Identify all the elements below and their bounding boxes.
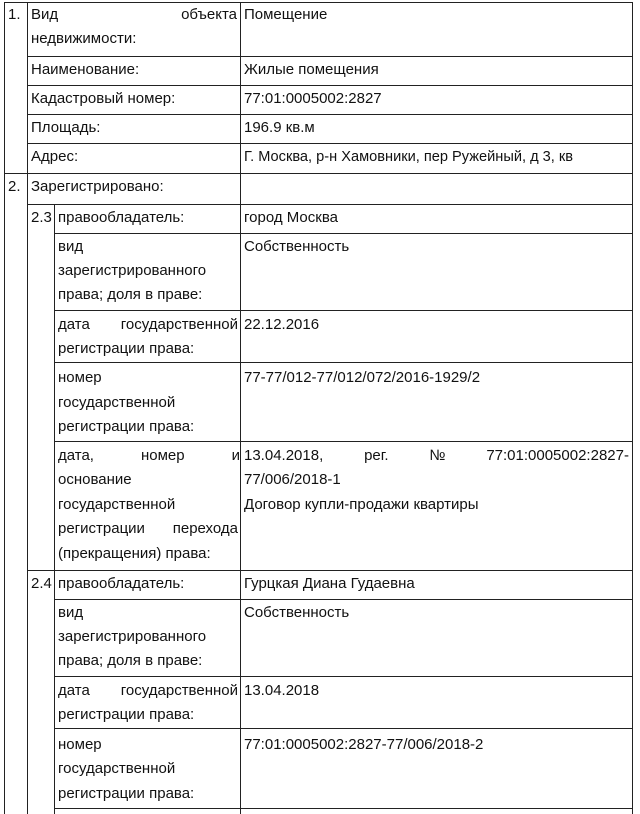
label-word: дата: [58, 316, 90, 333]
object-type-label: [31, 3, 237, 28]
registration-number-label: государственной: [58, 394, 176, 411]
holder-value: Гурцкая Диана Гудаевна: [244, 575, 415, 592]
registration-number-label: регистрации права:: [58, 418, 195, 435]
row-divider: [54, 599, 633, 600]
label-word: номер: [140, 447, 185, 464]
label-word: регистрации: [58, 520, 145, 537]
value-word: 77:01:0005002:2827-: [486, 447, 629, 464]
table-border-right: [632, 2, 633, 814]
label-word: Вид: [31, 6, 59, 23]
row-divider: [27, 204, 633, 205]
address-label: Адрес:: [31, 148, 79, 165]
right-type-label: зарегистрированного: [58, 262, 207, 279]
transfer-value-line: Договор купли-продажи квартиры: [244, 496, 479, 513]
label-word: государственной: [120, 682, 238, 699]
label-word: дата: [58, 682, 90, 699]
registration-number-label: номер: [58, 369, 102, 386]
cadastral-number-label: Кадастровый номер:: [31, 90, 176, 107]
registration-date-value: 13.04.2018: [244, 682, 320, 699]
row-divider: [27, 56, 633, 57]
transfer-label-line: государственной: [58, 496, 176, 513]
row-divider: [54, 441, 633, 442]
holder-value: город Москва: [244, 209, 338, 226]
address-value: Г. Москва, р-н Хамовники, пер Ружейный, д 3, кв: [244, 149, 574, 165]
row-divider: [27, 85, 633, 86]
label-word: государственной: [120, 316, 238, 333]
value-word: 13.04.2018,: [244, 447, 324, 464]
registration-date-label: [58, 679, 238, 704]
row-divider: [27, 570, 633, 571]
holder-number: 2.4: [31, 575, 52, 592]
row-number: 2.: [8, 178, 21, 195]
right-type-label: права; доля в праве:: [58, 652, 203, 669]
area-value: 196.9 кв.м: [244, 119, 315, 136]
value-word: №: [429, 447, 446, 464]
transfer-value-line: 77/006/2018-1: [244, 471, 341, 488]
registration-number-value: 77:01:0005002:2827-77/006/2018-2: [244, 736, 484, 753]
right-type-label: права; доля в праве:: [58, 286, 203, 303]
row-divider: [54, 362, 633, 363]
column-divider-value: [240, 2, 241, 814]
transfer-label: [58, 444, 240, 469]
row-divider: [54, 233, 633, 234]
registration-number-label: номер: [58, 736, 102, 753]
row-divider: [54, 310, 633, 311]
registration-number-value: 77-77/012-77/012/072/2016-1929/2: [244, 369, 481, 386]
registered-label: Зарегистрировано:: [31, 178, 164, 195]
holder-label: правообладатель:: [58, 209, 185, 226]
row-divider: [54, 808, 633, 809]
object-type-label-line2: недвижимости:: [31, 30, 137, 47]
object-type-value: Помещение: [244, 6, 328, 23]
cadastral-number-value: 77:01:0005002:2827: [244, 90, 382, 107]
row-divider: [4, 173, 633, 174]
transfer-label-line: (прекращения) права:: [58, 545, 211, 562]
right-type-value: Собственность: [244, 604, 350, 621]
name-value: Жилые помещения: [244, 61, 379, 78]
row-divider: [54, 728, 633, 729]
transfer-label-line: основание: [58, 471, 132, 488]
column-divider-number: [27, 2, 28, 814]
transfer-value: [244, 444, 629, 469]
right-type-label: вид: [58, 238, 84, 255]
right-type-label: вид: [58, 604, 84, 621]
registration-number-label: регистрации права:: [58, 785, 195, 802]
registration-date-label-line2: регистрации права:: [58, 706, 195, 723]
row-divider: [27, 143, 633, 144]
area-label: Площадь:: [31, 119, 101, 136]
row-divider: [54, 676, 633, 677]
label-word: и: [231, 447, 240, 464]
transfer-label-line: [58, 517, 238, 542]
row-number: 1.: [8, 6, 21, 23]
holder-number: 2.3: [31, 209, 52, 226]
label-word: дата,: [58, 447, 94, 464]
table-border-left: [4, 2, 5, 814]
name-label: Наименование:: [31, 61, 140, 78]
value-word: рег.: [364, 447, 389, 464]
right-type-label: зарегистрированного: [58, 628, 207, 645]
registration-date-label: [58, 313, 238, 338]
column-divider-subnumber: [54, 204, 55, 814]
row-divider: [27, 114, 633, 115]
registration-date-label-line2: регистрации права:: [58, 340, 195, 357]
label-word: перехода: [172, 520, 238, 537]
registration-number-label: государственной: [58, 760, 176, 777]
registration-date-value: 22.12.2016: [244, 316, 320, 333]
label-word: объекта: [181, 6, 237, 23]
holder-label: правообладатель:: [58, 575, 185, 592]
right-type-value: Собственность: [244, 238, 350, 255]
